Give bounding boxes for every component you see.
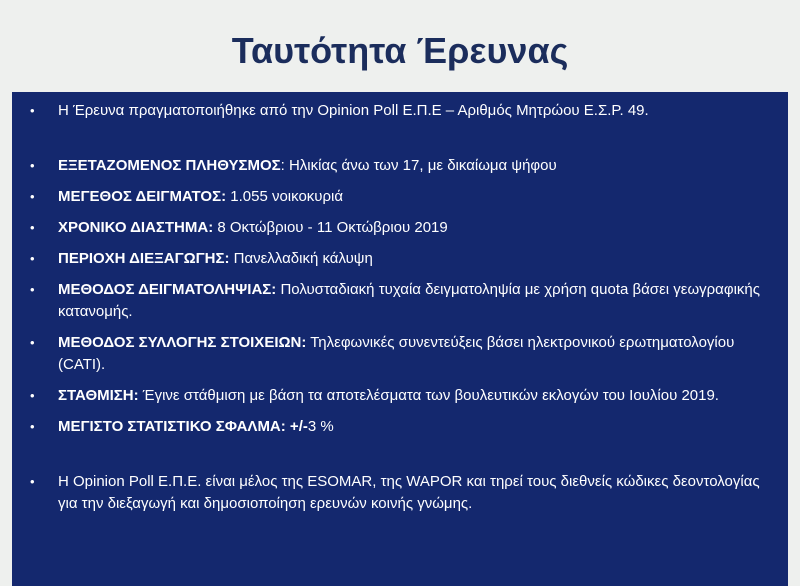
list-item-sample-size [24,186,778,208]
bullet-icon: • [30,251,35,266]
bullet-icon: • [30,474,35,489]
item-label: ΜΕΘΟΔΟΣ ΣΥΛΛΟΓΗΣ ΣΤΟΙΧΕΙΩΝ: [58,334,307,351]
bullet-icon: • [30,103,35,118]
list-item-conducted-by [24,100,778,122]
bullet-icon: • [30,335,35,350]
bullet-icon: • [30,158,35,173]
bullet-icon: • [30,220,35,235]
list-item-max-error [24,416,778,438]
list-item-region [24,248,778,270]
item-text: Έγινε στάθμιση με βάση τα αποτελέσματα των βουλευτικών εκλογών του Ιουλίου 2019. [138,387,719,404]
list-item-sampling-method [24,279,778,323]
bullet-icon: • [30,388,35,403]
item-text: Η Opinion Poll Ε.Π.Ε. είναι μέλος της ESOMAR, της WAPOR και τηρεί τους διεθνείς κώδικες δεοντολογίας για την διεξαγωγή και δημοσιοποίηση ερευνών κοινής γνώμης. [58,473,760,512]
list-item-population [24,155,778,177]
item-label: ΜΕΓΙΣΤΟ ΣΤΑΤΙΣΤΙΚΟ ΣΦΑΛΜΑ: +/- [58,418,308,435]
item-label: ΜΕΘΟΔΟΣ ΔΕΙΓΜΑΤΟΛΗΨΙΑΣ: [58,281,277,298]
item-label: ΕΞΕΤΑΖΟΜΕΝΟΣ ΠΛΗΘΥΣΜΟΣ [58,157,281,174]
survey-details-list [24,100,778,515]
item-text: Τηλεφωνικές συνεντεύξεις βάσει ηλεκτρονικού ερωτηματολογίου (CATI). [58,334,735,373]
item-label: ΣΤΑΘΜΙΣΗ: [58,387,139,404]
list-item-membership [24,471,778,515]
survey-details-panel [12,92,788,586]
item-label: ΠΕΡΙΟΧΗ ΔΙΕΞΑΓΩΓΗΣ: [58,250,230,267]
item-text: Η Έρευνα πραγματοποιήθηκε από την Opinion Poll Ε.Π.Ε – Αριθμός Μητρώου Ε.Σ.Ρ. 49. [58,102,649,119]
bullet-icon: • [30,419,35,434]
list-item-weighting [24,385,778,407]
slide-title: Ταυτότητα Έρευνας [231,30,569,71]
item-text: 3 % [307,418,334,435]
item-text: 1.055 νοικοκυριά [226,188,344,205]
item-text: 8 Οκτώβριου - 11 Οκτώβριου 2019 [213,219,448,236]
list-item-collection-method [24,332,778,376]
item-label: ΧΡΟΝΙΚΟ ΔΙΑΣΤΗΜΑ: [58,219,214,236]
item-text: : Ηλικίας άνω των 17, με δικαίωμα ψήφου [280,157,557,174]
bullet-icon: • [30,189,35,204]
item-text: Πολυσταδιακή τυχαία δειγματοληψία με χρήση quota βάσει γεωγραφικής κατανομής. [58,281,760,320]
bullet-icon: • [30,282,35,297]
item-text: Πανελλαδική κάλυψη [229,250,373,267]
list-item-time-period [24,217,778,239]
item-label: ΜΕΓΕΘΟΣ ΔΕΙΓΜΑΤΟΣ: [58,188,227,205]
